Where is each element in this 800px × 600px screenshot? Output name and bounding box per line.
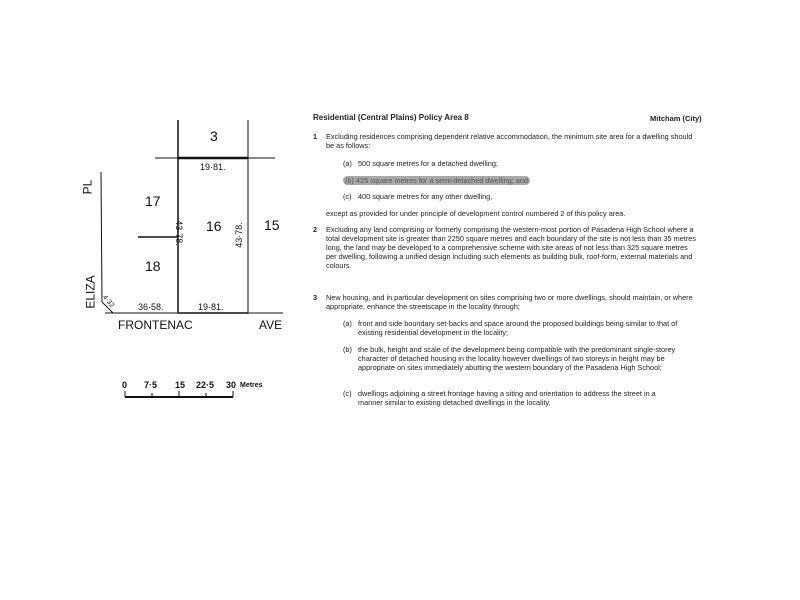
- item-key: (a): [343, 319, 352, 328]
- principle-tail: except as provided for under principle of development control numbered 2 of this policy area.: [326, 209, 626, 218]
- scale-0: 0: [122, 380, 128, 390]
- street-eliza: ELIZA: [83, 275, 98, 309]
- lot-17: 17: [145, 193, 161, 209]
- principle-text: New housing, and in particular development on sites comprising two or more dwellings, should maintain, or where appropriate, enhance the streetscape in the locality through;: [326, 293, 693, 311]
- council-name: Mitcham (City): [650, 114, 702, 123]
- dim-frontage: 36·58.: [138, 302, 164, 312]
- principle-text: Excluding any land comprising or formerly comprising the western-most portion of Pasadena High School where a total development site is greater than 2250 square metres and each boundary of the site is not less than 35 metres long, the land may be developed to a comprehensive scheme with site areas of not less than 325 square metres per dwelling, following a unified design including such elements as building bulk, roof-form, external materials and colours.: [326, 225, 696, 270]
- dim-left: 43·78.: [173, 220, 184, 246]
- dim-bottom: 19·81.: [198, 302, 224, 312]
- principle-number: 2: [313, 225, 318, 234]
- policy-title: Residential (Central Plains) Policy Area 8: [313, 113, 469, 122]
- item-key: (b): [343, 345, 352, 354]
- scale-15: 15: [175, 380, 186, 390]
- street-pl: PL: [80, 179, 95, 195]
- scale-30: 30: [226, 380, 237, 390]
- dim-top: 19·81.: [200, 162, 226, 172]
- scale-22-5: 22·5: [196, 380, 215, 390]
- lot-16: 16: [206, 218, 222, 234]
- item-text: 425 square metres for a semi-detached dwelling; and: [355, 176, 528, 185]
- scale-unit: Metres: [240, 382, 263, 389]
- item-text: dwellings adjoining a street frontage having a siting and orientation to address the street in a manner similar to existing detached dwellings in the locality.: [358, 389, 656, 407]
- principle-number: 3: [313, 293, 318, 302]
- item-key: (b): [345, 176, 354, 185]
- item-text: 400 square metres for any other dwelling,: [358, 192, 493, 201]
- dim-right: 43·78.: [233, 222, 244, 248]
- site-plan: [0, 0, 300, 420]
- item-key: (a): [343, 159, 352, 168]
- item-text: 500 square metres for a detached dwelling;: [358, 159, 498, 168]
- item-key: (c): [343, 192, 352, 201]
- dim-corner: 4·32: [100, 293, 116, 310]
- item-text: front and side boundary set-backs and space around the proposed buildings being similar to that of existing residential development in the locality;: [358, 319, 678, 337]
- lot-15: 15: [264, 217, 280, 233]
- principle-text: Excluding residences comprising dependent relative accommodation, the minimum site area for a dwelling should be as follows:: [326, 132, 693, 150]
- lot-18: 18: [145, 258, 161, 274]
- scale-7-5: 7·5: [144, 380, 158, 390]
- item-text: the bulk, height and scale of the development being compatible with the predominant single-storey character of detached housing in the locality however dwellings of two storeys in height may be appropriate on sites immediately abutting the western boundary of the Pasadena High School;: [358, 345, 676, 372]
- item-key: (c): [343, 389, 352, 398]
- lot-3: 3: [210, 128, 218, 144]
- list-item-highlighted: [343, 176, 683, 185]
- street-ave: AVE: [259, 318, 283, 332]
- plan-lines: [0, 0, 300, 420]
- principle-number: 1: [313, 132, 318, 141]
- street-frontenac: FRONTENAC: [118, 318, 193, 332]
